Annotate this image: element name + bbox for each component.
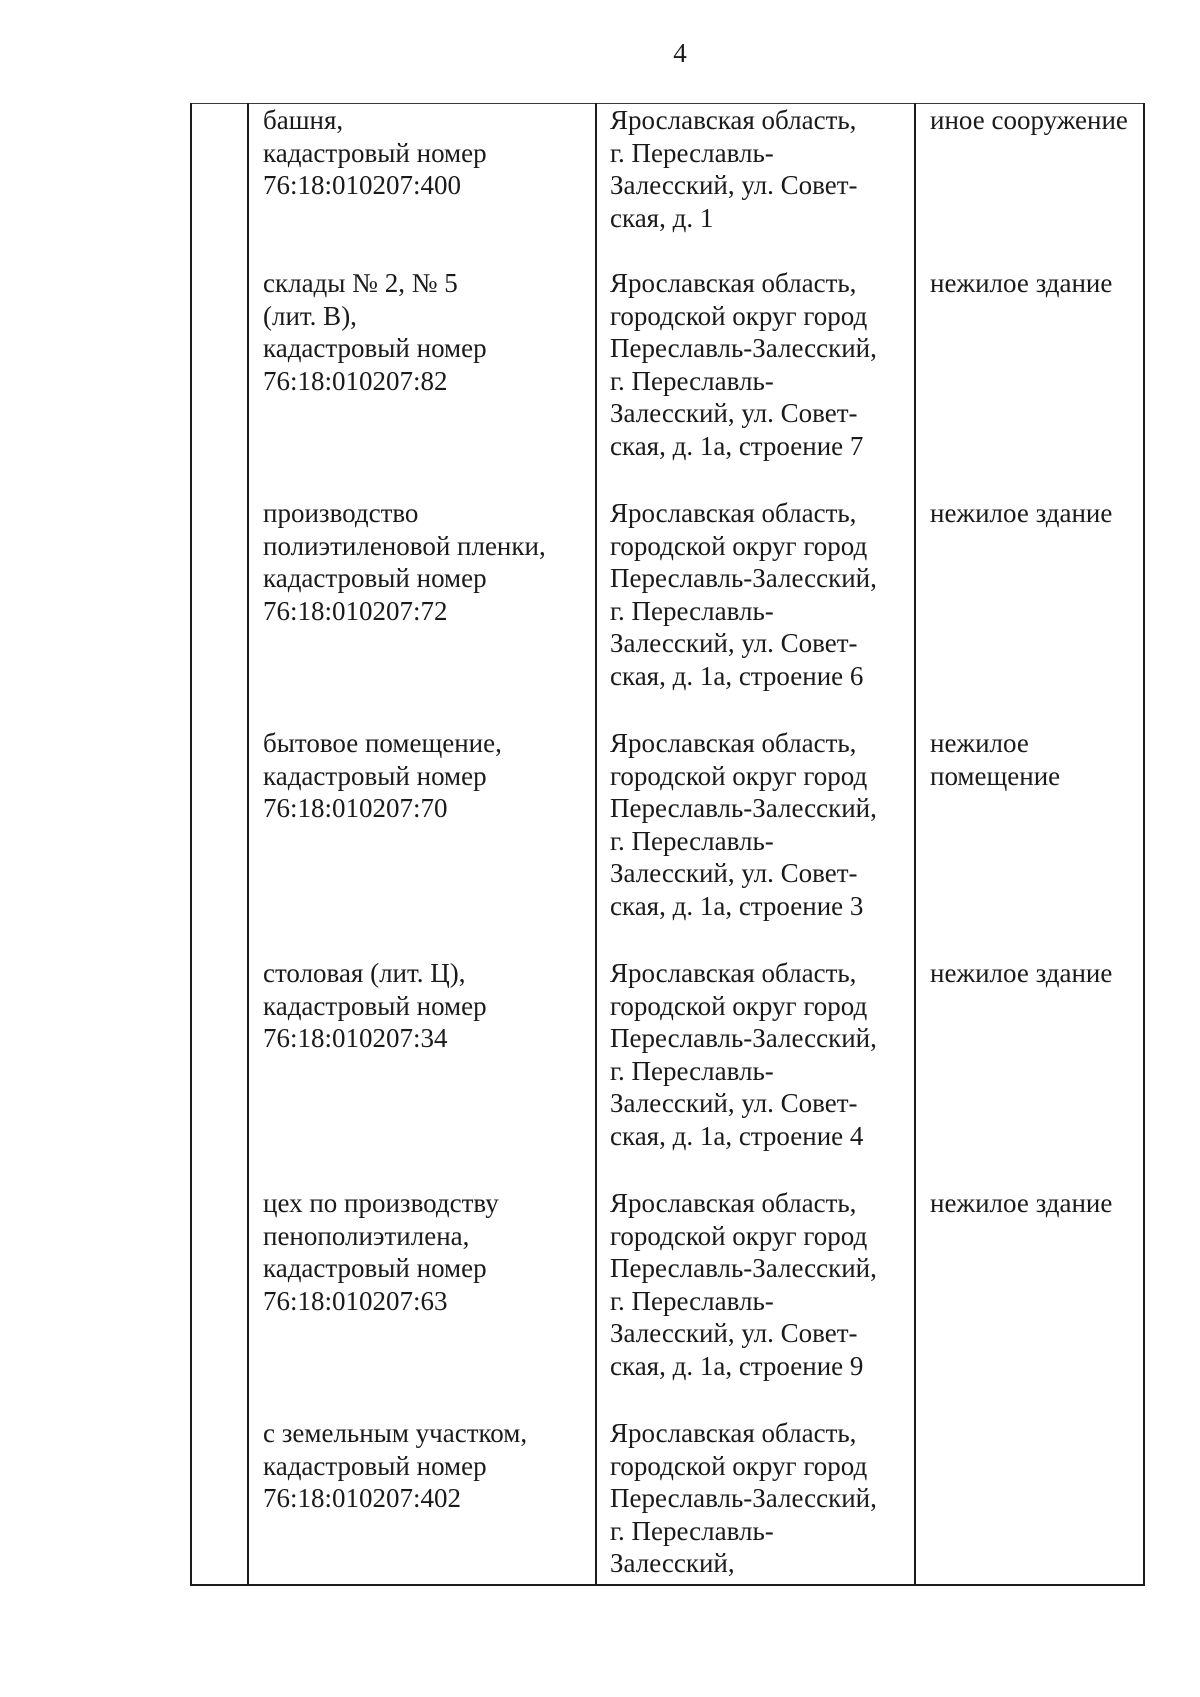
object-type: нежилое здание bbox=[930, 268, 1113, 298]
object-name: цех по производству пенополиэтилена, кадастровый номер 76:18:010207:63 bbox=[263, 1188, 499, 1316]
object-name: столовая (лит. Ц), кадастровый номер 76:18:010207:34 bbox=[263, 958, 487, 1053]
type-column bbox=[915, 104, 1144, 1586]
object-name: производство полиэтиленовой пленки, кадастровый номер 76:18:010207:72 bbox=[263, 498, 546, 626]
object-address: Ярославская область, городской округ город Переславль-Залесский, г. Переславль- Залесский, ул. Совет- ская, д. 1а, строение 3 bbox=[610, 728, 877, 921]
table-row bbox=[191, 104, 1144, 1586]
object-name: бытовое помещение, кадастровый номер 76:18:010207:70 bbox=[263, 728, 502, 823]
object-address: Ярославская область, г. Переславль- Залесский, ул. Совет- ская, д. 1 bbox=[610, 105, 858, 233]
object-type: нежилое здание bbox=[930, 498, 1113, 528]
object-type bbox=[916, 1417, 1143, 1577]
name-column bbox=[248, 104, 596, 1586]
object-address: Ярославская область, городской округ город Переславль-Залесский, г. Переславль- Залесский, ул. Совет- ская, д. 1а, строение 6 bbox=[610, 498, 877, 691]
object-name: склады № 2, № 5 (лит. В), кадастровый номер 76:18:010207:82 bbox=[263, 268, 487, 396]
object-address: Ярославская область, городской округ город Переславль-Залесский, г. Переславль- Залесский, bbox=[610, 1418, 877, 1578]
object-address: Ярославская область, городской округ город Переславль-Залесский, г. Переславль- Залесский, ул. Совет- ская, д. 1а, строение 7 bbox=[610, 268, 877, 461]
address-column bbox=[596, 104, 915, 1586]
object-name: башня, кадастровый номер 76:18:010207:400 bbox=[263, 105, 487, 200]
object-type: иное сооружение bbox=[930, 105, 1128, 135]
object-type: нежилое здание bbox=[930, 958, 1113, 988]
object-name: с земельным участком, кадастровый номер 76:18:010207:402 bbox=[263, 1418, 528, 1513]
number-column bbox=[191, 104, 248, 1586]
object-type: нежилое помещение bbox=[930, 728, 1061, 791]
page-number: 4 bbox=[673, 38, 687, 68]
property-table bbox=[190, 103, 1145, 1586]
object-address: Ярославская область, городской округ город Переславль-Залесский, г. Переславль- Залесский, ул. Совет- ская, д. 1а, строение 9 bbox=[610, 1188, 877, 1381]
object-address: Ярославская область, городской округ город Переславль-Залесский, г. Переславль- Залесский, ул. Совет- ская, д. 1а, строение 4 bbox=[610, 958, 877, 1151]
object-type: нежилое здание bbox=[930, 1188, 1113, 1218]
